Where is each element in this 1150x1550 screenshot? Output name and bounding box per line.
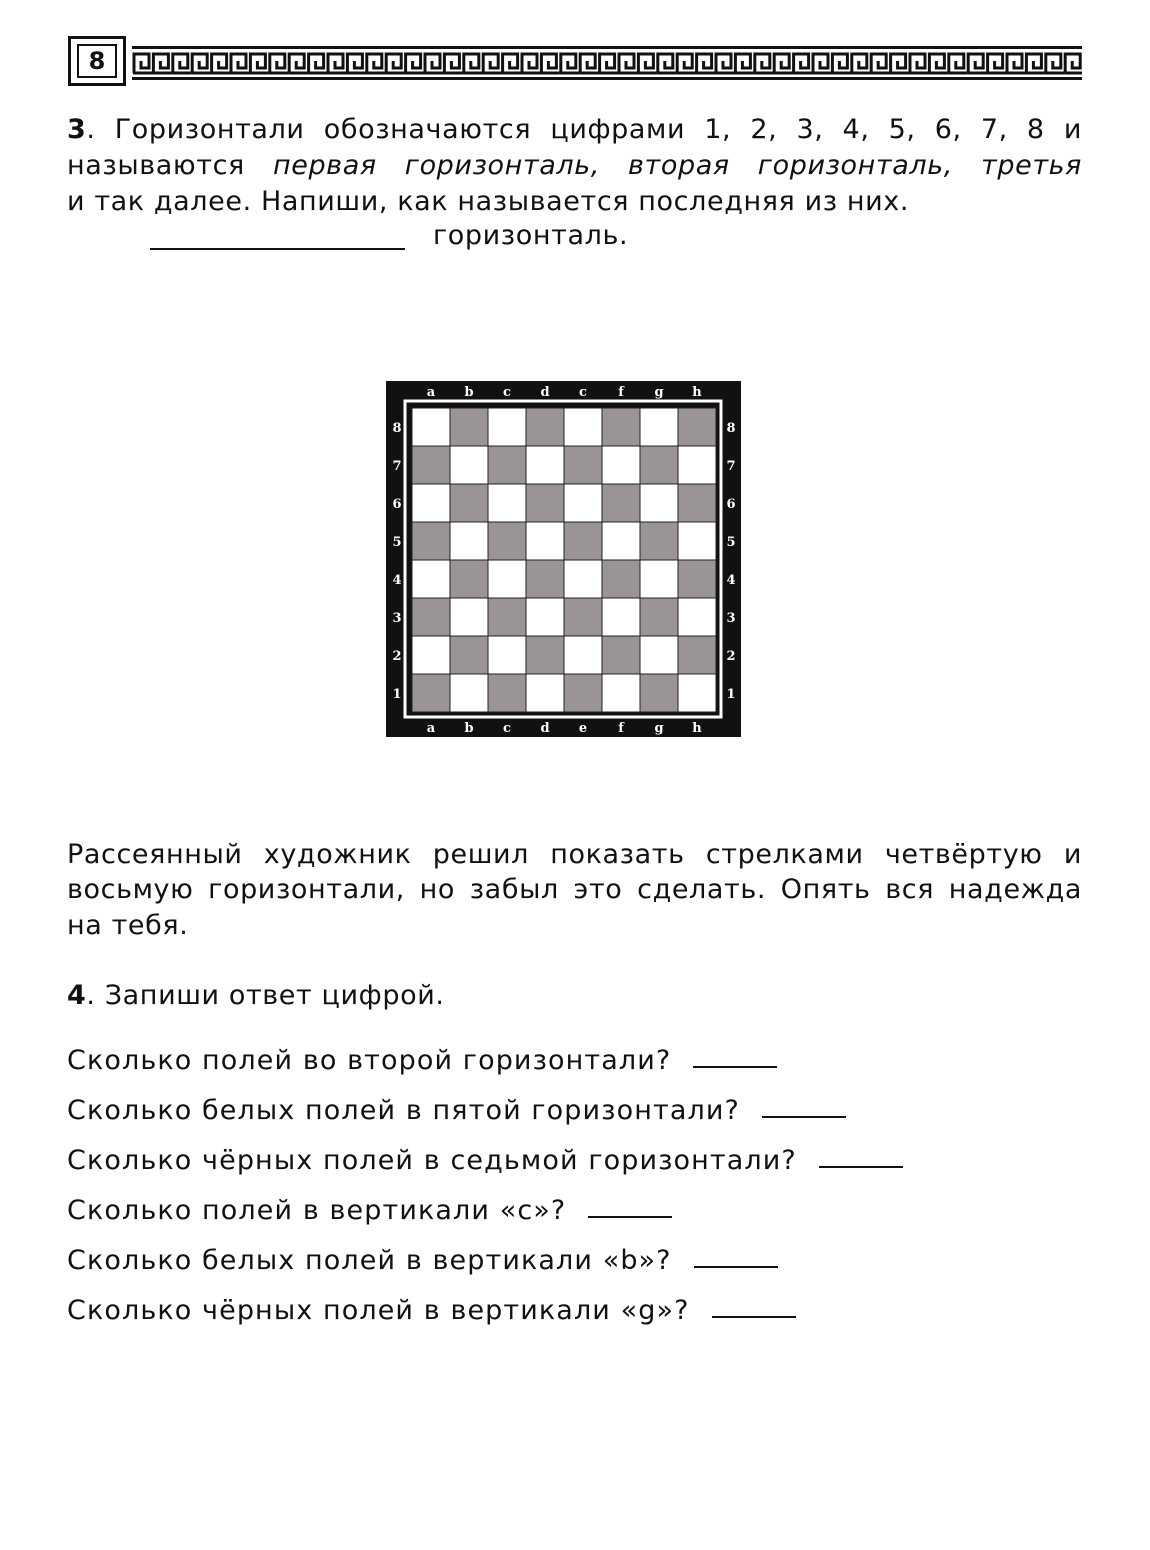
square-h8 — [678, 408, 716, 446]
file-label-bottom: d — [540, 721, 550, 736]
square-c2 — [488, 636, 526, 674]
task3-text-2: называются — [67, 150, 273, 181]
meander-segment — [832, 54, 847, 73]
file-label-bottom: c — [503, 721, 511, 736]
square-b7 — [450, 446, 488, 484]
meander-segment — [270, 54, 285, 73]
rank-label-left: 7 — [392, 459, 402, 474]
meander-segment — [328, 54, 343, 73]
task4-title-text: . Запиши ответ цифрой. — [86, 980, 445, 1011]
square-f5 — [602, 522, 640, 560]
square-c8 — [488, 408, 526, 446]
meander-segment — [891, 54, 906, 73]
square-h3 — [678, 598, 716, 636]
answer-blank[interactable] — [694, 1266, 778, 1268]
question-text: Сколько чёрных полей в седьмой горизонтали? — [67, 1145, 797, 1176]
meander-segment — [910, 54, 925, 73]
question-text: Сколько белых полей в пятой горизонтали? — [67, 1095, 740, 1126]
meander-segment — [929, 54, 944, 73]
rank-label-left: 5 — [392, 535, 402, 550]
square-h2 — [678, 636, 716, 674]
square-b4 — [450, 560, 488, 598]
file-label-top: g — [654, 385, 664, 400]
meander-segment — [968, 54, 983, 73]
rank-label-right: 6 — [726, 497, 736, 512]
task3-line3: и так далее. Напиши, как называется последняя из них. — [67, 186, 910, 217]
square-a6 — [412, 484, 450, 522]
meander-segment — [541, 54, 556, 73]
meander-segment — [231, 54, 246, 73]
square-f8 — [602, 408, 640, 446]
question-text: Сколько полей в вертикали «с»? — [67, 1195, 567, 1226]
square-d2 — [526, 636, 564, 674]
file-label-top: d — [540, 385, 550, 400]
square-f7 — [602, 446, 640, 484]
answer-blank[interactable] — [712, 1316, 796, 1318]
meander-segment — [309, 54, 324, 73]
square-g4 — [640, 560, 678, 598]
task3-line1 — [67, 112, 1082, 148]
meander-segment — [755, 54, 770, 73]
meander-segment — [1026, 54, 1041, 73]
square-b6 — [450, 484, 488, 522]
meander-segment — [697, 54, 712, 73]
square-e7 — [564, 446, 602, 484]
greek-key-border — [132, 46, 1082, 80]
square-d8 — [526, 408, 564, 446]
square-b2 — [450, 636, 488, 674]
square-c7 — [488, 446, 526, 484]
meander-segment — [173, 54, 188, 73]
square-e8 — [564, 408, 602, 446]
square-h5 — [678, 522, 716, 560]
task4-title — [67, 980, 445, 1011]
file-label-bottom: g — [654, 721, 664, 736]
meander-segment — [134, 54, 149, 73]
meander-segment — [638, 54, 653, 73]
square-a2 — [412, 636, 450, 674]
answer-blank[interactable] — [693, 1066, 777, 1068]
file-label-top: a — [426, 385, 436, 400]
question-row — [67, 1090, 846, 1126]
question-text: Сколько белых полей в вертикали «b»? — [67, 1245, 672, 1276]
intro-line2: восьмую горизонтали, но забыл это сделать. Опять вся надежда — [67, 874, 1082, 905]
meander-segment — [503, 54, 518, 73]
meander-segment — [871, 54, 886, 73]
question-text: Сколько чёрных полей в вертикали «g»? — [67, 1295, 690, 1326]
question-row — [67, 1240, 778, 1276]
meander-segment — [464, 54, 479, 73]
square-c1 — [488, 674, 526, 712]
square-g7 — [640, 446, 678, 484]
rank-label-right: 5 — [726, 535, 736, 550]
question-row — [67, 1140, 903, 1176]
rank-label-right: 1 — [726, 687, 736, 702]
square-h4 — [678, 560, 716, 598]
square-g3 — [640, 598, 678, 636]
square-a5 — [412, 522, 450, 560]
rank-label-left: 6 — [392, 497, 402, 512]
file-label-top: c — [503, 385, 511, 400]
square-c4 — [488, 560, 526, 598]
square-c3 — [488, 598, 526, 636]
rank-label-right: 8 — [726, 421, 736, 436]
rank-label-left: 8 — [392, 421, 402, 436]
meander-segment — [774, 54, 789, 73]
square-e1 — [564, 674, 602, 712]
meander-segment — [561, 54, 576, 73]
chessboard — [386, 381, 741, 737]
square-g5 — [640, 522, 678, 560]
answer-blank-line[interactable] — [150, 248, 405, 250]
question-row — [67, 1290, 796, 1326]
square-d1 — [526, 674, 564, 712]
square-e6 — [564, 484, 602, 522]
meander-segment — [192, 54, 207, 73]
task3-italic-examples: первая горизонталь, вторая горизонталь, третья — [272, 150, 1083, 181]
question-row — [67, 1190, 672, 1226]
question-row — [67, 1040, 777, 1076]
square-b1 — [450, 674, 488, 712]
square-f3 — [602, 598, 640, 636]
meander-segment — [483, 54, 498, 73]
meander-segment — [444, 54, 459, 73]
meander-segment — [153, 54, 168, 73]
rank-label-right: 3 — [726, 611, 736, 626]
square-a7 — [412, 446, 450, 484]
square-h6 — [678, 484, 716, 522]
meander-segment — [949, 54, 964, 73]
intro-line1: Рассеянный художник решил показать стрелками четвёртую и — [67, 839, 1082, 870]
answer-blank[interactable] — [762, 1116, 846, 1118]
square-f2 — [602, 636, 640, 674]
square-d5 — [526, 522, 564, 560]
square-f6 — [602, 484, 640, 522]
file-label-bottom: h — [692, 721, 702, 736]
square-a8 — [412, 408, 450, 446]
square-h7 — [678, 446, 716, 484]
square-e2 — [564, 636, 602, 674]
square-g8 — [640, 408, 678, 446]
rank-label-right: 4 — [726, 573, 736, 588]
meander-segment — [522, 54, 537, 73]
rank-label-left: 1 — [392, 687, 402, 702]
meander-segment — [386, 54, 401, 73]
task4-number: 4 — [67, 980, 87, 1011]
meander-segment — [367, 54, 382, 73]
meander-segment — [716, 54, 731, 73]
meander-segment — [425, 54, 440, 73]
rank-label-left: 2 — [392, 649, 402, 664]
answer-blank[interactable] — [819, 1166, 903, 1168]
square-b3 — [450, 598, 488, 636]
meander-segment — [289, 54, 304, 73]
task3-line2 — [67, 148, 1082, 184]
meander-segment — [580, 54, 595, 73]
meander-segment — [658, 54, 673, 73]
answer-suffix: горизонталь. — [433, 220, 629, 251]
rank-label-right: 2 — [726, 649, 736, 664]
square-h1 — [678, 674, 716, 712]
rank-label-right: 7 — [726, 459, 736, 474]
square-c5 — [488, 522, 526, 560]
page-number: 8 — [77, 44, 117, 78]
task3-text-1: . Горизонтали обозначаются цифрами 1, 2, 3, 4, 5, 6, 7, 8 и — [86, 114, 1082, 145]
meander-segment — [813, 54, 828, 73]
square-e4 — [564, 560, 602, 598]
square-a3 — [412, 598, 450, 636]
answer-blank[interactable] — [588, 1216, 672, 1218]
square-d4 — [526, 560, 564, 598]
file-label-top: f — [618, 385, 624, 400]
square-f1 — [602, 674, 640, 712]
meander-segment — [1065, 54, 1080, 73]
square-d6 — [526, 484, 564, 522]
page-number-box — [68, 36, 126, 86]
intro-line3: на тебя. — [67, 910, 189, 941]
file-label-bottom: f — [618, 721, 624, 736]
meander-segment — [852, 54, 867, 73]
meander-segment — [735, 54, 750, 73]
meander-segment — [347, 54, 362, 73]
meander-segment — [250, 54, 265, 73]
square-a1 — [412, 674, 450, 712]
square-g2 — [640, 636, 678, 674]
file-label-top: h — [692, 385, 702, 400]
file-label-top: c — [579, 385, 587, 400]
square-e3 — [564, 598, 602, 636]
meander-segment — [794, 54, 809, 73]
square-g1 — [640, 674, 678, 712]
square-g6 — [640, 484, 678, 522]
square-d7 — [526, 446, 564, 484]
file-label-bottom: b — [464, 721, 474, 736]
meander-segment — [1007, 54, 1022, 73]
task3-number: 3 — [67, 114, 87, 145]
square-b5 — [450, 522, 488, 560]
square-b8 — [450, 408, 488, 446]
square-e5 — [564, 522, 602, 560]
meander-segment — [212, 54, 227, 73]
rank-label-left: 3 — [392, 611, 402, 626]
rank-label-left: 4 — [392, 573, 402, 588]
meander-segment — [1046, 54, 1061, 73]
file-label-bottom: a — [426, 721, 436, 736]
meander-segment — [600, 54, 615, 73]
meander-segment — [988, 54, 1003, 73]
meander-segment — [619, 54, 634, 73]
file-label-bottom: e — [578, 721, 588, 736]
square-c6 — [488, 484, 526, 522]
meander-segment — [677, 54, 692, 73]
square-d3 — [526, 598, 564, 636]
meander-segment — [406, 54, 421, 73]
square-a4 — [412, 560, 450, 598]
file-label-top: b — [464, 385, 474, 400]
question-text: Сколько полей во второй горизонтали? — [67, 1045, 672, 1076]
square-f4 — [602, 560, 640, 598]
